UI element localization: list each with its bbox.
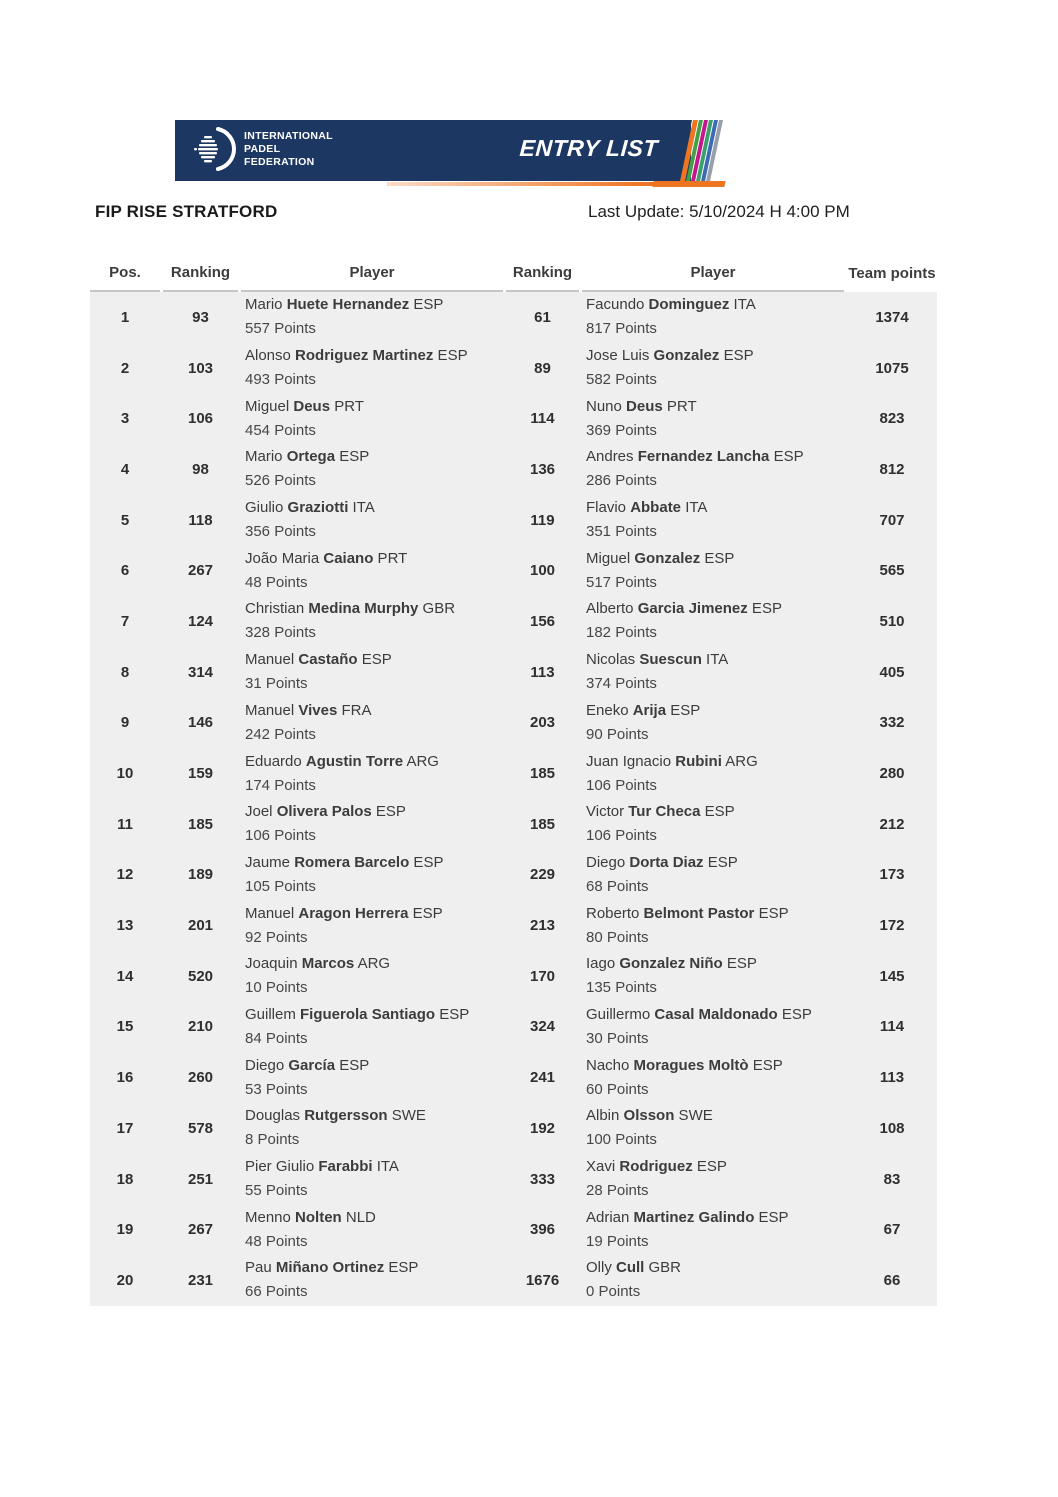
player-points: 526 Points — [245, 472, 316, 490]
player-cell-2 — [582, 1052, 844, 1103]
ranking-cell-1: 98 — [192, 460, 209, 478]
position-cell: 13 — [116, 917, 134, 935]
player-name: Nicolas Suescun ITA — [586, 651, 729, 669]
table-row — [90, 799, 937, 850]
col-header-pos: Pos. — [90, 255, 160, 292]
player-cell-1 — [241, 951, 503, 1002]
player-points: 182 Points — [586, 624, 657, 642]
player-country: ESP — [692, 1158, 727, 1176]
player-cell-1 — [241, 1255, 503, 1306]
player-name: Manuel Castaño ESP — [245, 651, 392, 669]
position-cell: 15 — [116, 1018, 134, 1036]
player-cell-1 — [241, 545, 503, 596]
ranking-cell-1: 159 — [187, 765, 214, 783]
position-cell: 18 — [116, 1170, 134, 1188]
player-cell-1 — [241, 1154, 503, 1205]
player-name: Andres Fernandez Lancha ESP — [586, 448, 804, 466]
player-name: Roberto Belmont Pastor ESP — [586, 904, 789, 922]
player-cell-1 — [241, 596, 503, 647]
table-row — [90, 1154, 937, 1205]
player-points: 374 Points — [586, 675, 657, 693]
player-country: GBR — [418, 600, 456, 618]
player-country: ESP — [335, 448, 370, 466]
player-points: 817 Points — [586, 320, 657, 338]
player-name: Alberto Garcia Jimenez ESP — [586, 600, 782, 618]
player-points: 53 Points — [245, 1080, 308, 1098]
player-cell-1 — [241, 292, 503, 343]
position-cell: 16 — [116, 1069, 134, 1087]
entry-list-label: ENTRY LIST — [518, 135, 659, 161]
padel-ball-icon — [191, 126, 237, 172]
player-country: ESP — [748, 1056, 783, 1074]
player-points: 92 Points — [245, 928, 308, 946]
player-name: Victor Tur Checa ESP — [586, 803, 735, 821]
player-country: ESP — [409, 296, 444, 314]
player-cell-2 — [582, 850, 844, 901]
player-name: Manuel Aragon Herrera ESP — [245, 904, 443, 922]
ranking-cell-2: 203 — [529, 714, 556, 732]
player-country: ESP — [703, 853, 738, 871]
banner-orange-underline-end — [652, 181, 725, 187]
table-row — [90, 444, 937, 495]
team-points-cell: 83 — [883, 1170, 901, 1188]
player-points: 90 Points — [586, 725, 649, 743]
player-points: 28 Points — [586, 1182, 649, 1200]
player-name: Pau Miñano Ortinez ESP — [245, 1259, 419, 1277]
player-points: 242 Points — [245, 725, 316, 743]
player-name: Alonso Rodriguez Martinez ESP — [245, 347, 468, 365]
player-country: PRT — [662, 397, 697, 415]
table-row — [90, 900, 937, 951]
player-points: 106 Points — [586, 827, 657, 845]
player-cell-1 — [241, 495, 503, 546]
player-cell-2 — [582, 900, 844, 951]
player-cell-2 — [582, 1103, 844, 1154]
player-points: 48 Points — [245, 1232, 308, 1250]
player-name: Nuno Deus PRT — [586, 397, 697, 415]
player-name: Douglas Rutgersson SWE — [245, 1107, 426, 1125]
ranking-cell-2: 113 — [530, 663, 555, 681]
player-name: Manuel Vives FRA — [245, 701, 372, 719]
player-name: Guillem Figuerola Santiago ESP — [245, 1005, 470, 1023]
player-cell-2 — [582, 596, 844, 647]
position-cell: 3 — [120, 410, 130, 428]
player-cell-1 — [241, 647, 503, 698]
player-name: Eduardo Agustin Torre ARG — [245, 752, 439, 770]
player-cell-2 — [582, 1204, 844, 1255]
ranking-cell-1: 201 — [187, 917, 214, 935]
last-update-text: Last Update: 5/10/2024 H 4:00 PM — [588, 202, 850, 221]
player-country: FRA — [337, 701, 372, 719]
player-country: ESP — [408, 904, 443, 922]
player-points: 493 Points — [245, 371, 316, 389]
player-cell-1 — [241, 850, 503, 901]
ranking-cell-1: 267 — [187, 1221, 214, 1239]
position-cell: 9 — [120, 714, 130, 732]
table-row — [90, 1052, 937, 1103]
ranking-cell-2: 333 — [529, 1170, 556, 1188]
ranking-cell-2: 324 — [529, 1018, 556, 1036]
ranking-cell-1: 146 — [187, 714, 214, 732]
player-country: GBR — [644, 1259, 682, 1277]
team-points-cell: 332 — [879, 714, 905, 732]
ranking-cell-1: 93 — [192, 308, 209, 326]
player-country: ARG — [721, 752, 758, 770]
position-cell: 12 — [116, 866, 134, 884]
player-country: ESP — [700, 549, 735, 567]
player-name: Diego García ESP — [245, 1056, 370, 1074]
player-cell-1 — [241, 343, 503, 394]
position-cell: 7 — [120, 612, 130, 630]
player-cell-2 — [582, 1255, 844, 1306]
player-country: ARG — [354, 955, 391, 973]
team-points-cell: 212 — [879, 815, 905, 833]
ranking-cell-1: 231 — [187, 1271, 214, 1289]
team-points-cell: 707 — [879, 511, 905, 529]
player-name: Jaume Romera Barcelo ESP — [245, 853, 444, 871]
ranking-cell-2: 213 — [529, 917, 556, 935]
team-points-cell: 173 — [879, 866, 905, 884]
player-cell-1 — [241, 444, 503, 495]
player-name: João Maria Caiano PRT — [245, 549, 408, 567]
player-name: Olly Cull GBR — [586, 1259, 682, 1277]
player-name: Xavi Rodriguez ESP — [586, 1158, 727, 1176]
table-row — [90, 545, 937, 596]
team-points-cell: 1374 — [875, 308, 909, 326]
ranking-cell-1: 520 — [187, 967, 214, 985]
table-body — [90, 292, 937, 1306]
player-points: 328 Points — [245, 624, 316, 642]
player-points: 351 Points — [586, 523, 657, 541]
table-row — [90, 292, 937, 343]
player-cell-2 — [582, 343, 844, 394]
ranking-cell-1: 118 — [188, 511, 213, 529]
federation-name: INTERNATIONAL PADEL FEDERATION — [244, 129, 333, 168]
table-row — [90, 748, 937, 799]
player-points: 135 Points — [586, 979, 657, 997]
player-name: Flavio Abbate ITA — [586, 499, 708, 517]
table-header-row — [90, 255, 937, 292]
player-name: Joaquin Marcos ARG — [245, 955, 391, 973]
player-points: 60 Points — [586, 1080, 649, 1098]
table-row — [90, 393, 937, 444]
player-cell-2 — [582, 951, 844, 1002]
player-country: ESP — [754, 904, 789, 922]
player-name: Juan Ignacio Rubini ARG — [586, 752, 758, 770]
player-country: ESP — [719, 347, 754, 365]
ranking-cell-2: 1676 — [525, 1271, 560, 1289]
team-points-cell: 145 — [879, 967, 905, 985]
player-points: 105 Points — [245, 877, 316, 895]
table-row — [90, 647, 937, 698]
team-points-cell: 113 — [879, 1069, 905, 1087]
team-points-cell: 812 — [879, 460, 905, 478]
table-row — [90, 1255, 937, 1306]
player-country: ESP — [409, 853, 444, 871]
table-row — [90, 1103, 937, 1154]
player-points: 31 Points — [245, 675, 308, 693]
player-cell-2 — [582, 444, 844, 495]
ranking-cell-1: 210 — [187, 1018, 214, 1036]
player-country: ESP — [754, 1208, 789, 1226]
player-cell-2 — [582, 292, 844, 343]
col-header-team-points: Team points — [848, 265, 936, 282]
team-points-cell: 405 — [879, 663, 905, 681]
position-cell: 19 — [116, 1221, 134, 1239]
player-country: SWE — [387, 1107, 426, 1125]
ranking-cell-2: 170 — [529, 967, 556, 985]
player-name: Diego Dorta Diaz ESP — [586, 853, 738, 871]
player-name: Miguel Deus PRT — [245, 397, 364, 415]
position-cell: 4 — [120, 460, 130, 478]
player-cell-2 — [582, 545, 844, 596]
player-country: ESP — [433, 347, 468, 365]
player-cell-1 — [241, 900, 503, 951]
player-name: Miguel Gonzalez ESP — [586, 549, 735, 567]
team-points-cell: 172 — [879, 917, 905, 935]
player-cell-1 — [241, 1002, 503, 1053]
col-header-player-1: Player — [241, 255, 503, 292]
player-country: SWE — [674, 1107, 713, 1125]
team-points-cell: 510 — [879, 612, 905, 630]
player-country: ESP — [700, 803, 735, 821]
ranking-cell-2: 396 — [529, 1221, 556, 1239]
ranking-cell-2: 100 — [529, 562, 556, 580]
player-name: Facundo Dominguez ITA — [586, 296, 756, 314]
player-points: 356 Points — [245, 523, 316, 541]
ranking-cell-2: 61 — [534, 308, 551, 326]
player-points: 10 Points — [245, 979, 308, 997]
player-country: ITA — [348, 499, 375, 517]
ranking-cell-1: 189 — [187, 866, 214, 884]
player-country: ITA — [701, 651, 729, 669]
ranking-cell-2: 114 — [530, 410, 555, 428]
player-points: 68 Points — [586, 877, 649, 895]
position-cell: 14 — [116, 967, 134, 985]
player-points: 106 Points — [586, 776, 657, 794]
position-cell: 2 — [120, 359, 130, 377]
col-header-player-2: Player — [582, 255, 844, 292]
player-country: PRT — [373, 549, 408, 567]
position-cell: 11 — [117, 815, 133, 833]
position-cell: 5 — [120, 511, 130, 529]
player-cell-1 — [241, 1103, 503, 1154]
player-country: ESP — [371, 803, 406, 821]
ranking-cell-1: 106 — [187, 410, 214, 428]
player-country: ESP — [435, 1005, 470, 1023]
player-country: ITA — [729, 296, 756, 314]
player-cell-2 — [582, 698, 844, 749]
player-cell-2 — [582, 647, 844, 698]
player-cell-2 — [582, 1002, 844, 1053]
tournament-title: FIP RISE STRATFORD — [95, 202, 278, 221]
federation-logo — [191, 126, 333, 172]
player-country: ESP — [357, 651, 392, 669]
player-cell-2 — [582, 1154, 844, 1205]
player-name: Giulio Graziotti ITA — [245, 499, 375, 517]
player-points: 100 Points — [586, 1131, 657, 1149]
table-row — [90, 850, 937, 901]
ranking-cell-1: 314 — [187, 663, 214, 681]
team-points-cell: 67 — [883, 1221, 901, 1239]
player-name: Menno Nolten NLD — [245, 1208, 376, 1226]
position-cell: 17 — [116, 1119, 134, 1137]
player-country: ITA — [681, 499, 708, 517]
player-points: 582 Points — [586, 371, 657, 389]
player-country: ESP — [335, 1056, 370, 1074]
player-points: 106 Points — [245, 827, 316, 845]
team-points-cell: 280 — [879, 765, 905, 783]
player-name: Iago Gonzalez Niño ESP — [586, 955, 757, 973]
team-points-cell: 1075 — [875, 359, 909, 377]
player-country: ESP — [722, 955, 757, 973]
table-row — [90, 698, 937, 749]
player-name: Christian Medina Murphy GBR — [245, 600, 456, 618]
table-row — [90, 495, 937, 546]
ranking-cell-2: 241 — [529, 1069, 556, 1087]
position-cell: 20 — [116, 1271, 134, 1289]
player-points: 369 Points — [586, 421, 657, 439]
player-points: 84 Points — [245, 1029, 308, 1047]
player-points: 454 Points — [245, 421, 316, 439]
ranking-cell-2: 229 — [529, 866, 556, 884]
ranking-cell-1: 267 — [187, 562, 214, 580]
position-cell: 1 — [120, 308, 130, 326]
player-name: Adrian Martinez Galindo ESP — [586, 1208, 789, 1226]
player-points: 286 Points — [586, 472, 657, 490]
player-country: ESP — [777, 1005, 812, 1023]
position-cell: 10 — [116, 765, 134, 783]
player-country: ITA — [372, 1158, 399, 1176]
team-points-cell: 565 — [879, 562, 905, 580]
ranking-cell-2: 119 — [530, 511, 555, 529]
player-cell-1 — [241, 698, 503, 749]
position-cell: 6 — [120, 562, 130, 580]
table-row — [90, 343, 937, 394]
col-header-ranking-1: Ranking — [163, 255, 238, 292]
player-name: Albin Olsson SWE — [586, 1107, 713, 1125]
ranking-cell-1: 578 — [187, 1119, 214, 1137]
player-points: 48 Points — [245, 573, 308, 591]
col-header-ranking-2: Ranking — [506, 255, 579, 292]
player-points: 19 Points — [586, 1232, 649, 1250]
player-name: Eneko Arija ESP — [586, 701, 701, 719]
player-points: 0 Points — [586, 1283, 641, 1301]
player-name: Pier Giulio Farabbi ITA — [245, 1158, 399, 1176]
player-cell-2 — [582, 495, 844, 546]
player-name: Mario Huete Hernandez ESP — [245, 296, 444, 314]
entry-table — [90, 255, 937, 1306]
ranking-cell-2: 89 — [534, 359, 551, 377]
player-country: NLD — [341, 1208, 376, 1226]
table-row — [90, 1204, 937, 1255]
team-points-cell: 114 — [879, 1018, 905, 1036]
ranking-cell-1: 251 — [187, 1170, 214, 1188]
player-country: ESP — [666, 701, 701, 719]
player-points: 55 Points — [245, 1182, 308, 1200]
ranking-cell-2: 156 — [529, 612, 556, 630]
team-points-cell: 823 — [879, 410, 905, 428]
ranking-cell-1: 185 — [187, 815, 214, 833]
ranking-cell-2: 136 — [529, 460, 556, 478]
ranking-cell-1: 124 — [187, 612, 214, 630]
player-points: 517 Points — [586, 573, 657, 591]
ranking-cell-1: 103 — [187, 359, 214, 377]
table-row — [90, 951, 937, 1002]
player-cell-1 — [241, 748, 503, 799]
player-cell-1 — [241, 1052, 503, 1103]
player-country: ESP — [384, 1259, 419, 1277]
player-country: ARG — [403, 752, 439, 770]
team-points-cell: 108 — [879, 1119, 905, 1137]
player-points: 8 Points — [245, 1131, 300, 1149]
player-country: ESP — [747, 600, 782, 618]
player-name: Guillermo Casal Maldonado ESP — [586, 1005, 812, 1023]
player-points: 174 Points — [245, 776, 316, 794]
player-points: 66 Points — [245, 1283, 308, 1301]
ranking-cell-2: 192 — [529, 1119, 556, 1137]
ranking-cell-2: 185 — [529, 765, 556, 783]
player-cell-2 — [582, 799, 844, 850]
table-row — [90, 1002, 937, 1053]
ranking-cell-2: 185 — [529, 815, 556, 833]
player-country: ESP — [769, 448, 804, 466]
player-cell-1 — [241, 1204, 503, 1255]
banner-orange-underline — [387, 182, 687, 186]
table-row — [90, 596, 937, 647]
player-name: Joel Olivera Palos ESP — [245, 803, 406, 821]
player-name: Nacho Moragues Moltò ESP — [586, 1056, 783, 1074]
team-points-cell: 66 — [883, 1271, 901, 1289]
ranking-cell-1: 260 — [187, 1069, 214, 1087]
player-points: 80 Points — [586, 928, 649, 946]
player-name: Jose Luis Gonzalez ESP — [586, 347, 754, 365]
player-country: PRT — [330, 397, 364, 415]
player-cell-1 — [241, 799, 503, 850]
player-points: 30 Points — [586, 1029, 649, 1047]
player-cell-2 — [582, 393, 844, 444]
player-name: Mario Ortega ESP — [245, 448, 370, 466]
position-cell: 8 — [120, 663, 130, 681]
player-cell-2 — [582, 748, 844, 799]
player-cell-1 — [241, 393, 503, 444]
player-points: 557 Points — [245, 320, 316, 338]
